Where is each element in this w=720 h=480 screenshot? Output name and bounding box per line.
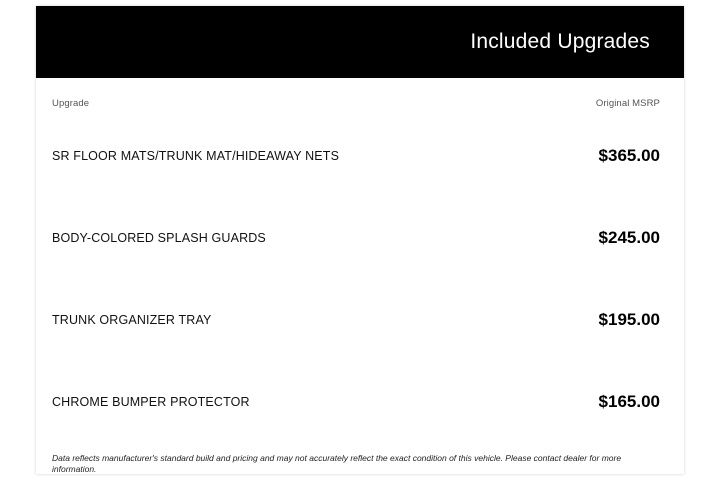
column-header-msrp: Original MSRP — [595, 98, 660, 109]
table-column-headers — [50, 78, 670, 109]
upgrade-price: $195.00 — [598, 310, 660, 329]
column-header-upgrade: Upgrade — [52, 98, 90, 109]
table-row — [50, 115, 670, 197]
disclaimer-text: Data reflects manufacturer's standard build and pricing and may not accurately reflect the exact condition of this vehicle. Please contact dealer for more information. — [52, 453, 622, 474]
upgrade-name: CHROME BUMPER PROTECTOR — [52, 395, 250, 409]
table-row — [50, 361, 670, 443]
upgrade-price: $245.00 — [598, 228, 660, 247]
upgrade-price: $365.00 — [598, 146, 660, 165]
page-title: Included Upgrades — [470, 30, 650, 53]
included-upgrades-card — [36, 6, 684, 474]
upgrade-name: TRUNK ORGANIZER TRAY — [52, 313, 212, 327]
upgrade-price: $165.00 — [598, 392, 660, 411]
table-row — [50, 197, 670, 279]
card-body — [36, 78, 684, 474]
table-row — [50, 279, 670, 361]
upgrade-name: BODY-COLORED SPLASH GUARDS — [52, 231, 266, 245]
card-header — [36, 6, 684, 78]
upgrades-list — [50, 115, 670, 443]
upgrade-name: SR FLOOR MATS/TRUNK MAT/HIDEAWAY NETS — [52, 149, 340, 163]
